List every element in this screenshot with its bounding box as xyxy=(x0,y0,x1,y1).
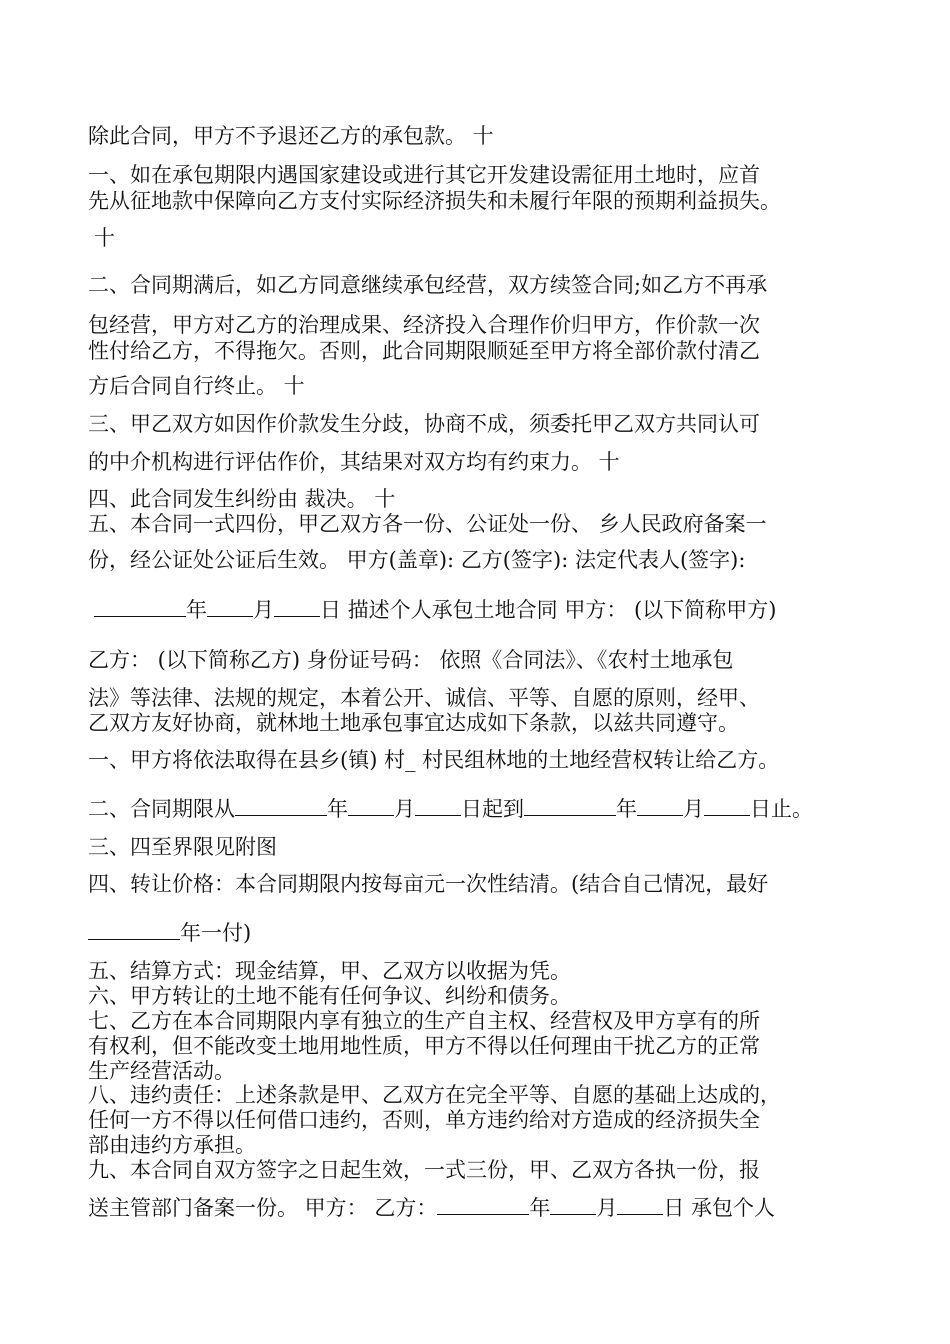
blank-field xyxy=(617,1196,663,1215)
text-line: 四、转让价格：本合同期限内按每亩元一次性结清。(结合自己情况，最好 xyxy=(88,872,769,896)
blank-field xyxy=(415,797,461,816)
blank-field xyxy=(704,797,750,816)
text-line: 一、如在承包期限内遇国家建设或进行其它开发建设需征用土地时，应首 xyxy=(88,163,760,187)
text-line: 除此合同，甲方不予退还乙方的承包款。 十 xyxy=(88,124,494,148)
text-line: 九、本合同自双方签字之日起生效，一式三份，甲、乙双方各执一份，报 xyxy=(88,1158,760,1182)
text-line: 部由违约方承担。 xyxy=(88,1133,256,1157)
text-line: 五、本合同一式四份，甲乙双方各一份、公证处一份、 乡人民政府备案一 xyxy=(88,512,767,536)
text-line: 的中介机构进行评估作价，其结果对双方均有约束力。 十 xyxy=(88,450,620,474)
text-line: 五、结算方式：现金结算，甲、乙双方以收据为凭。 xyxy=(88,959,571,983)
signature-line: 送主管部门备案一份。 甲方： 乙方： 年 月 日 承包个人 xyxy=(88,1196,776,1220)
text-line: 八、违约责任：上述条款是甲、乙双方在完全平等、自愿的基础上达成的， xyxy=(88,1083,781,1107)
blank-field xyxy=(88,921,180,940)
blank-field xyxy=(637,797,683,816)
blank-field xyxy=(235,797,327,816)
text-line: 六、甲方转让的土地不能有任何争议、纠纷和债务。 xyxy=(88,984,571,1008)
text-line: 性付给乙方，不得拖欠。否则，此合同期限顺延至甲方将全部价款付清乙 xyxy=(88,339,760,363)
blank-field xyxy=(550,1196,596,1215)
text-line: 乙方： (以下简称乙方) 身份证号码： 依照《合同法》、《农村土地承包 xyxy=(88,648,734,672)
blank-field xyxy=(437,1196,529,1215)
text-line: 先从征地款中保障向乙方支付实际经济损失和未履行年限的预期利益损失。 xyxy=(88,189,781,213)
blank-field xyxy=(348,797,394,816)
text-line: 有权利，但不能改变土地用地性质，甲方不得以任何理由干扰乙方的正常 xyxy=(88,1034,760,1058)
text-line: 份，经公证处公证后生效。 甲方(盖章): 乙方(签字): 法定代表人(签字): xyxy=(88,548,746,572)
text-line: 七、乙方在本合同期限内享有独立的生产自主权、经营权及甲方享有的所 xyxy=(88,1009,760,1033)
pay-line: 年一付) xyxy=(88,921,251,945)
blank-field xyxy=(274,598,320,617)
text-line: 包经营，甲方对乙方的治理成果、经济投入合理作价归甲方，作价款一次 xyxy=(88,313,760,337)
text-line: 方后合同自行终止。 十 xyxy=(88,374,305,398)
text-line: 二、合同期满后，如乙方同意继续承包经营，双方续签合同;如乙方不再承 xyxy=(88,273,768,297)
text-line: 乙双方友好协商，就林地土地承包事宜达成如下条款，以兹共同遵守。 xyxy=(88,711,739,735)
text-line: 十 xyxy=(94,226,115,250)
text-line: 一、甲方将依法取得在县乡(镇) 村_ 村民组林地的土地经营权转让给乙方。 xyxy=(88,748,780,772)
blank-field xyxy=(94,598,186,617)
date-line: 年 月 日 描述个人承包土地合同 甲方： (以下简称甲方) xyxy=(94,598,776,622)
text-line: 四、此合同发生纠纷由 裁决。 十 xyxy=(88,487,396,511)
text-line: 任何一方不得以任何借口违约，否则，单方违约给对方造成的经济损失全 xyxy=(88,1108,760,1132)
term-line: 二、合同期限从 年 月 日起到 年 月 日止。 xyxy=(88,797,813,821)
blank-field xyxy=(207,598,253,617)
text-line: 法》等法律、法规的规定，本着公开、诚信、平等、自愿的原则，经甲、 xyxy=(88,686,760,710)
blank-field xyxy=(524,797,616,816)
text-line: 三、四至界限见附图 xyxy=(88,835,277,859)
text-line: 三、甲乙双方如因作价款发生分歧，协商不成，须委托甲乙双方共同认可 xyxy=(88,412,760,436)
text-line: 生产经营活动。 xyxy=(88,1059,235,1083)
